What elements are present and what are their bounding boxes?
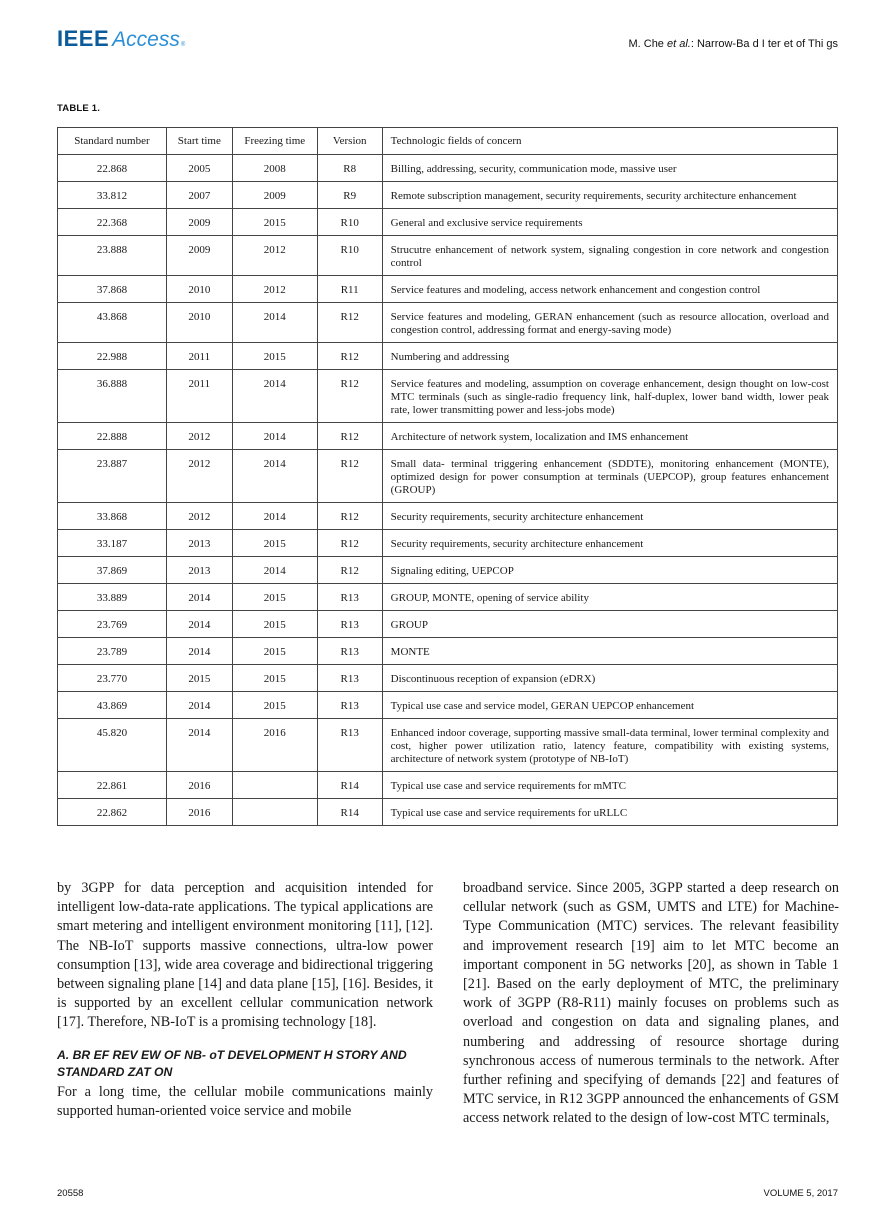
cell-start-time: 2014 <box>166 692 232 719</box>
cell-freezing-time: 2015 <box>232 343 317 370</box>
cell-start-time: 2014 <box>166 584 232 611</box>
table-caption: TABLE 1. <box>57 103 101 114</box>
header-technologic-fields: Technologic fields of concern <box>382 128 837 155</box>
cell-technologic-fields: Strucutre enhancement of network system, signaling congestion in core network and congestion control <box>382 236 837 276</box>
section-heading: A. BR EF REV EW OF NB- oT DEVELOPMENT H STORY AND STANDARD ZAT ON <box>57 1047 407 1079</box>
cell-freezing-time: 2012 <box>232 276 317 303</box>
cell-start-time: 2010 <box>166 303 232 343</box>
cell-version: R13 <box>317 584 382 611</box>
cell-technologic-fields: MONTE <box>382 638 837 665</box>
cell-version: R14 <box>317 772 382 799</box>
table-row <box>58 530 838 557</box>
cell-version: R10 <box>317 209 382 236</box>
cell-start-time: 2015 <box>166 665 232 692</box>
cell-technologic-fields: General and exclusive service requirements <box>382 209 837 236</box>
cell-technologic-fields: GROUP <box>382 611 837 638</box>
cell-standard-number: 22.888 <box>58 423 167 450</box>
cell-technologic-fields: Service features and modeling, assumption on coverage enhancement, design thought on low-cost MTC terminals (such as single-radio frequency link, half-duplex, lower band width, lower peak rate, lower transmitting power and less-jobs mode) <box>382 370 837 423</box>
journal-logo <box>57 26 185 52</box>
cell-start-time: 2012 <box>166 503 232 530</box>
cell-version: R12 <box>317 557 382 584</box>
table-row <box>58 276 838 303</box>
cell-standard-number: 36.888 <box>58 370 167 423</box>
table-row <box>58 719 838 772</box>
cell-freezing-time <box>232 772 317 799</box>
running-head-etal: et al. <box>667 38 691 50</box>
cell-standard-number: 22.988 <box>58 343 167 370</box>
cell-version: R12 <box>317 530 382 557</box>
cell-standard-number: 37.869 <box>58 557 167 584</box>
cell-version: R13 <box>317 692 382 719</box>
cell-version: R13 <box>317 665 382 692</box>
table-row <box>58 772 838 799</box>
cell-freezing-time: 2008 <box>232 155 317 182</box>
left-column <box>57 879 433 1121</box>
cell-standard-number: 23.770 <box>58 665 167 692</box>
cell-standard-number: 33.187 <box>58 530 167 557</box>
cell-technologic-fields: Service features and modeling, GERAN enhancement (such as resource allocation, overload and congestion control, addressing format and energy-saving mode) <box>382 303 837 343</box>
cell-version: R13 <box>317 719 382 772</box>
cell-start-time: 2013 <box>166 557 232 584</box>
cell-version: R12 <box>317 503 382 530</box>
cell-standard-number: 23.789 <box>58 638 167 665</box>
table-row <box>58 584 838 611</box>
cell-version: R12 <box>317 423 382 450</box>
cell-technologic-fields: Enhanced indoor coverage, supporting massive small-data terminal, lower terminal complexity and cost, higher power utilization ratio, latency feature, compatibility with existing systems, architecture of network system (prototype of NB-IoT) <box>382 719 837 772</box>
table-row <box>58 665 838 692</box>
table-row <box>58 303 838 343</box>
cell-version: R8 <box>317 155 382 182</box>
cell-technologic-fields: Small data- terminal triggering enhancement (SDDTE), monitoring enhancement (MONTE), optimized design for power consumption at terminals (UEPCOP), group features enhancement (GROUP) <box>382 450 837 503</box>
standards-table <box>57 127 838 826</box>
cell-standard-number: 23.888 <box>58 236 167 276</box>
cell-standard-number: 23.769 <box>58 611 167 638</box>
table-row <box>58 692 838 719</box>
cell-technologic-fields: Discontinuous reception of expansion (eDRX) <box>382 665 837 692</box>
cell-technologic-fields: Remote subscription management, security requirements, security architecture enhancement <box>382 182 837 209</box>
page-number: 20558 <box>57 1188 84 1199</box>
cell-technologic-fields: Signaling editing, UEPCOP <box>382 557 837 584</box>
cell-standard-number: 22.868 <box>58 155 167 182</box>
cell-technologic-fields: Architecture of network system, localization and IMS enhancement <box>382 423 837 450</box>
cell-freezing-time: 2014 <box>232 423 317 450</box>
cell-technologic-fields: Typical use case and service requirements for mMTC <box>382 772 837 799</box>
table-row <box>58 557 838 584</box>
cell-version: R14 <box>317 799 382 826</box>
cell-start-time: 2014 <box>166 638 232 665</box>
cell-freezing-time: 2015 <box>232 584 317 611</box>
cell-freezing-time: 2015 <box>232 611 317 638</box>
logo-access-text: Access <box>112 28 180 51</box>
cell-start-time: 2014 <box>166 719 232 772</box>
logo-trademark: ® <box>180 42 186 48</box>
cell-version: R13 <box>317 611 382 638</box>
cell-standard-number: 37.868 <box>58 276 167 303</box>
cell-standard-number: 22.861 <box>58 772 167 799</box>
table-row <box>58 209 838 236</box>
cell-start-time: 2011 <box>166 343 232 370</box>
cell-freezing-time: 2012 <box>232 236 317 276</box>
cell-freezing-time: 2014 <box>232 557 317 584</box>
cell-technologic-fields: Security requirements, security architecture enhancement <box>382 503 837 530</box>
cell-technologic-fields: Numbering and addressing <box>382 343 837 370</box>
cell-start-time: 2005 <box>166 155 232 182</box>
left-paragraph-1: by 3GPP for data perception and acquisition intended for intelligent low-data-rate applications. The typical applications are smart metering and intelligent environment monitoring [11], [12]. The NB-IoT supports massive connections, ultra-low power consumption [13], wide area coverage and bidirectional triggering between signaling plane [14] and data plane [15], [16]. Besides, it is supported by an excellent cellular communication network [17]. Therefore, NB-IoT is a promising technology [18]. <box>57 880 433 1031</box>
table-row <box>58 611 838 638</box>
cell-start-time: 2013 <box>166 530 232 557</box>
table-row <box>58 638 838 665</box>
cell-start-time: 2016 <box>166 799 232 826</box>
table-row <box>58 503 838 530</box>
table-header-row <box>58 128 838 155</box>
left-paragraph-2: For a long time, the cellular mobile communications mainly supported human-oriented voice service and mobile <box>57 1083 433 1119</box>
cell-standard-number: 43.868 <box>58 303 167 343</box>
cell-standard-number: 22.862 <box>58 799 167 826</box>
table-row <box>58 799 838 826</box>
cell-freezing-time: 2016 <box>232 719 317 772</box>
header-standard-number: Standard number <box>58 128 167 155</box>
running-head-author: M. Che <box>628 38 664 50</box>
cell-version: R12 <box>317 370 382 423</box>
cell-start-time: 2009 <box>166 236 232 276</box>
cell-freezing-time: 2014 <box>232 370 317 423</box>
cell-version: R11 <box>317 276 382 303</box>
cell-start-time: 2016 <box>166 772 232 799</box>
logo-ieee-text: IEEE <box>57 26 110 51</box>
cell-standard-number: 23.887 <box>58 450 167 503</box>
right-paragraph: broadband service. Since 2005, 3GPP started a deep research on cellular network (such as GSM, UMTS and LTE) for Machine-Type Communication (MTC) services. The relevant feasibility and improvement research [19] aim to let MTC become an important component in 5G networks [20], as shown in Table 1 [21]. Based on the early deployment of MTC, the preliminary work of 3GPP (R8-R11) mainly focuses on problems such as overload and congestion on data and signaling planes, and numbering and addressing of resource shortage during synchronous access of numerous terminals to the network. After further refining and specifying of demands [22] and features of MTC service, in R12 3GPP announced the enhancements of GSM access network related to the design of low-cost MTC terminals, <box>463 880 839 1127</box>
volume-label: VOLUME 5, 2017 <box>763 1188 838 1199</box>
cell-standard-number: 33.812 <box>58 182 167 209</box>
cell-start-time: 2007 <box>166 182 232 209</box>
cell-version: R13 <box>317 638 382 665</box>
header-start-time: Start time <box>166 128 232 155</box>
cell-standard-number: 43.869 <box>58 692 167 719</box>
cell-freezing-time: 2014 <box>232 450 317 503</box>
cell-start-time: 2011 <box>166 370 232 423</box>
table-row <box>58 182 838 209</box>
running-head-title: : Narrow-Ba d I ter et of Thi gs <box>690 38 838 50</box>
cell-standard-number: 22.368 <box>58 209 167 236</box>
cell-version: R12 <box>317 450 382 503</box>
cell-version: R12 <box>317 303 382 343</box>
cell-freezing-time: 2015 <box>232 638 317 665</box>
cell-freezing-time: 2015 <box>232 530 317 557</box>
cell-freezing-time: 2015 <box>232 209 317 236</box>
cell-freezing-time: 2014 <box>232 303 317 343</box>
cell-version: R12 <box>317 343 382 370</box>
cell-technologic-fields: Service features and modeling, access network enhancement and congestion control <box>382 276 837 303</box>
cell-freezing-time: 2009 <box>232 182 317 209</box>
header-freezing-time: Freezing time <box>232 128 317 155</box>
cell-standard-number: 45.820 <box>58 719 167 772</box>
cell-freezing-time: 2015 <box>232 665 317 692</box>
cell-standard-number: 33.868 <box>58 503 167 530</box>
cell-version: R10 <box>317 236 382 276</box>
table-row <box>58 236 838 276</box>
table-row <box>58 343 838 370</box>
cell-technologic-fields: Security requirements, security architecture enhancement <box>382 530 837 557</box>
table-row <box>58 155 838 182</box>
running-head <box>628 38 838 50</box>
cell-technologic-fields: GROUP, MONTE, opening of service ability <box>382 584 837 611</box>
cell-start-time: 2014 <box>166 611 232 638</box>
cell-technologic-fields: Typical use case and service model, GERAN UEPCOP enhancement <box>382 692 837 719</box>
cell-start-time: 2012 <box>166 450 232 503</box>
table-row <box>58 423 838 450</box>
cell-technologic-fields: Billing, addressing, security, communication mode, massive user <box>382 155 837 182</box>
cell-technologic-fields: Typical use case and service requirements for uRLLC <box>382 799 837 826</box>
cell-freezing-time <box>232 799 317 826</box>
header-version: Version <box>317 128 382 155</box>
cell-standard-number: 33.889 <box>58 584 167 611</box>
cell-freezing-time: 2014 <box>232 503 317 530</box>
cell-start-time: 2012 <box>166 423 232 450</box>
table-row <box>58 450 838 503</box>
cell-start-time: 2009 <box>166 209 232 236</box>
cell-start-time: 2010 <box>166 276 232 303</box>
cell-version: R9 <box>317 182 382 209</box>
table-row <box>58 370 838 423</box>
right-column <box>463 879 839 1129</box>
cell-freezing-time: 2015 <box>232 692 317 719</box>
